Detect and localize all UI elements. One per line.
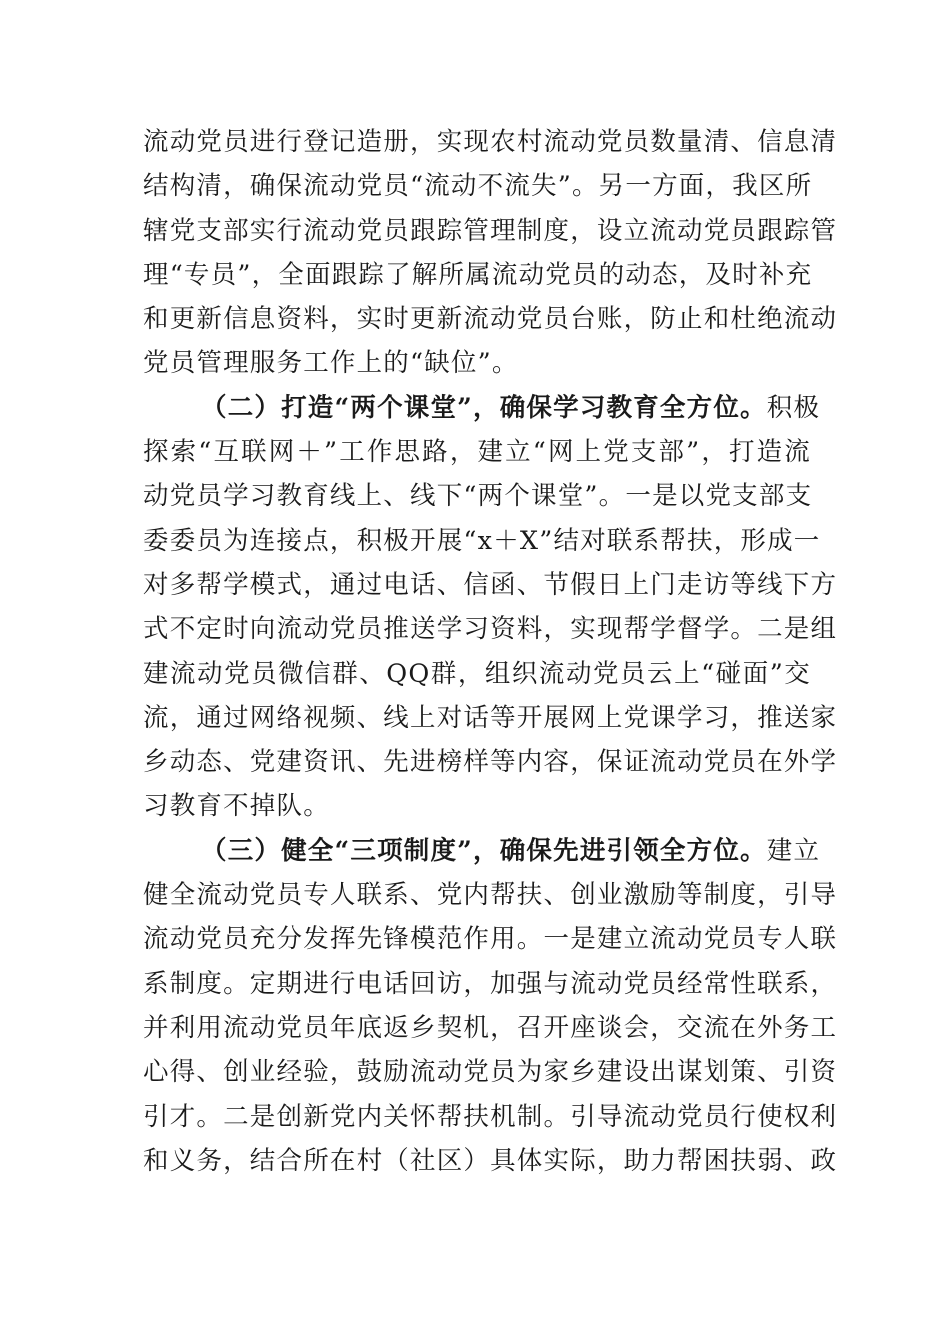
text-line: 理“专员”，全面跟踪了解所属流动党员的动态，及时补充: [143, 259, 813, 290]
text-line: 建流动党员微信群、QQ群，组织流动党员云上“碰面”交: [143, 658, 811, 689]
paragraph-2: [143, 386, 838, 829]
paragraph-3: [143, 829, 838, 1183]
text-line: 和义务，结合所在村（社区）具体实际，助力帮困扶弱、政: [143, 1145, 838, 1176]
paragraph-1: [143, 120, 838, 386]
text-line: 党员管理服务工作上的“缺位”。: [143, 348, 519, 379]
text-line: 系制度。定期进行电话回访，加强与流动党员经常性联系，: [143, 968, 838, 999]
text-line: 心得、创业经验，鼓励流动党员为家乡建设出谋划策、引资: [143, 1057, 838, 1088]
text-line: 辖党支部实行流动党员跟踪管理制度，设立流动党员跟踪管: [143, 215, 838, 246]
heading-continuation: 积极: [766, 392, 821, 423]
text-line: 引才。二是创新党内关怀帮扶机制。引导流动党员行使权利: [143, 1101, 838, 1132]
text-line: 委委员为连接点，积极开展“x＋X”结对联系帮扶，形成一: [143, 525, 821, 556]
paragraph-first-line: [143, 829, 821, 873]
section-heading: （二）打造“两个课堂”，确保学习教育全方位。: [201, 392, 767, 423]
text-line: 动党员学习教育线上、线下“两个课堂”。一是以党支部支: [143, 481, 813, 512]
text-line: 并利用流动党员年底返乡契机，召开座谈会，交流在外务工: [143, 1012, 838, 1043]
text-line: 对多帮学模式，通过电话、信函、节假日上门走访等线下方: [143, 569, 838, 600]
text-line: 流，通过网络视频、线上对话等开展网上党课学习，推送家: [143, 702, 838, 733]
text-line: 乡动态、党建资讯、先进榜样等内容，保证流动党员在外学: [143, 747, 838, 778]
text-line: 流动党员进行登记造册，实现农村流动党员数量清、信息清: [143, 127, 838, 157]
text-line: 探索“互联网＋”工作思路，建立“网上党支部”，打造流: [143, 437, 811, 468]
text-line: 健全流动党员专人联系、党内帮扶、创业激励等制度，引导: [143, 880, 838, 911]
text-line: 式不定时向流动党员推送学习资料，实现帮学督学。二是组: [143, 614, 838, 645]
text-line: 结构清，确保流动党员“流动不流失”。另一方面，我区所: [143, 171, 813, 202]
text-line: 和更新信息资料，实时更新流动党员台账，防止和杜绝流动: [143, 304, 838, 335]
document-body: [143, 120, 838, 1183]
heading-continuation: 建立: [766, 835, 821, 866]
text-line: 流动党员充分发挥先锋模范作用。一是建立流动党员专人联: [143, 924, 838, 955]
section-heading: （三）健全“三项制度”，确保先进引领全方位。: [201, 835, 767, 866]
paragraph-first-line: [143, 386, 821, 430]
text-line: 习教育不掉队。: [143, 791, 330, 822]
